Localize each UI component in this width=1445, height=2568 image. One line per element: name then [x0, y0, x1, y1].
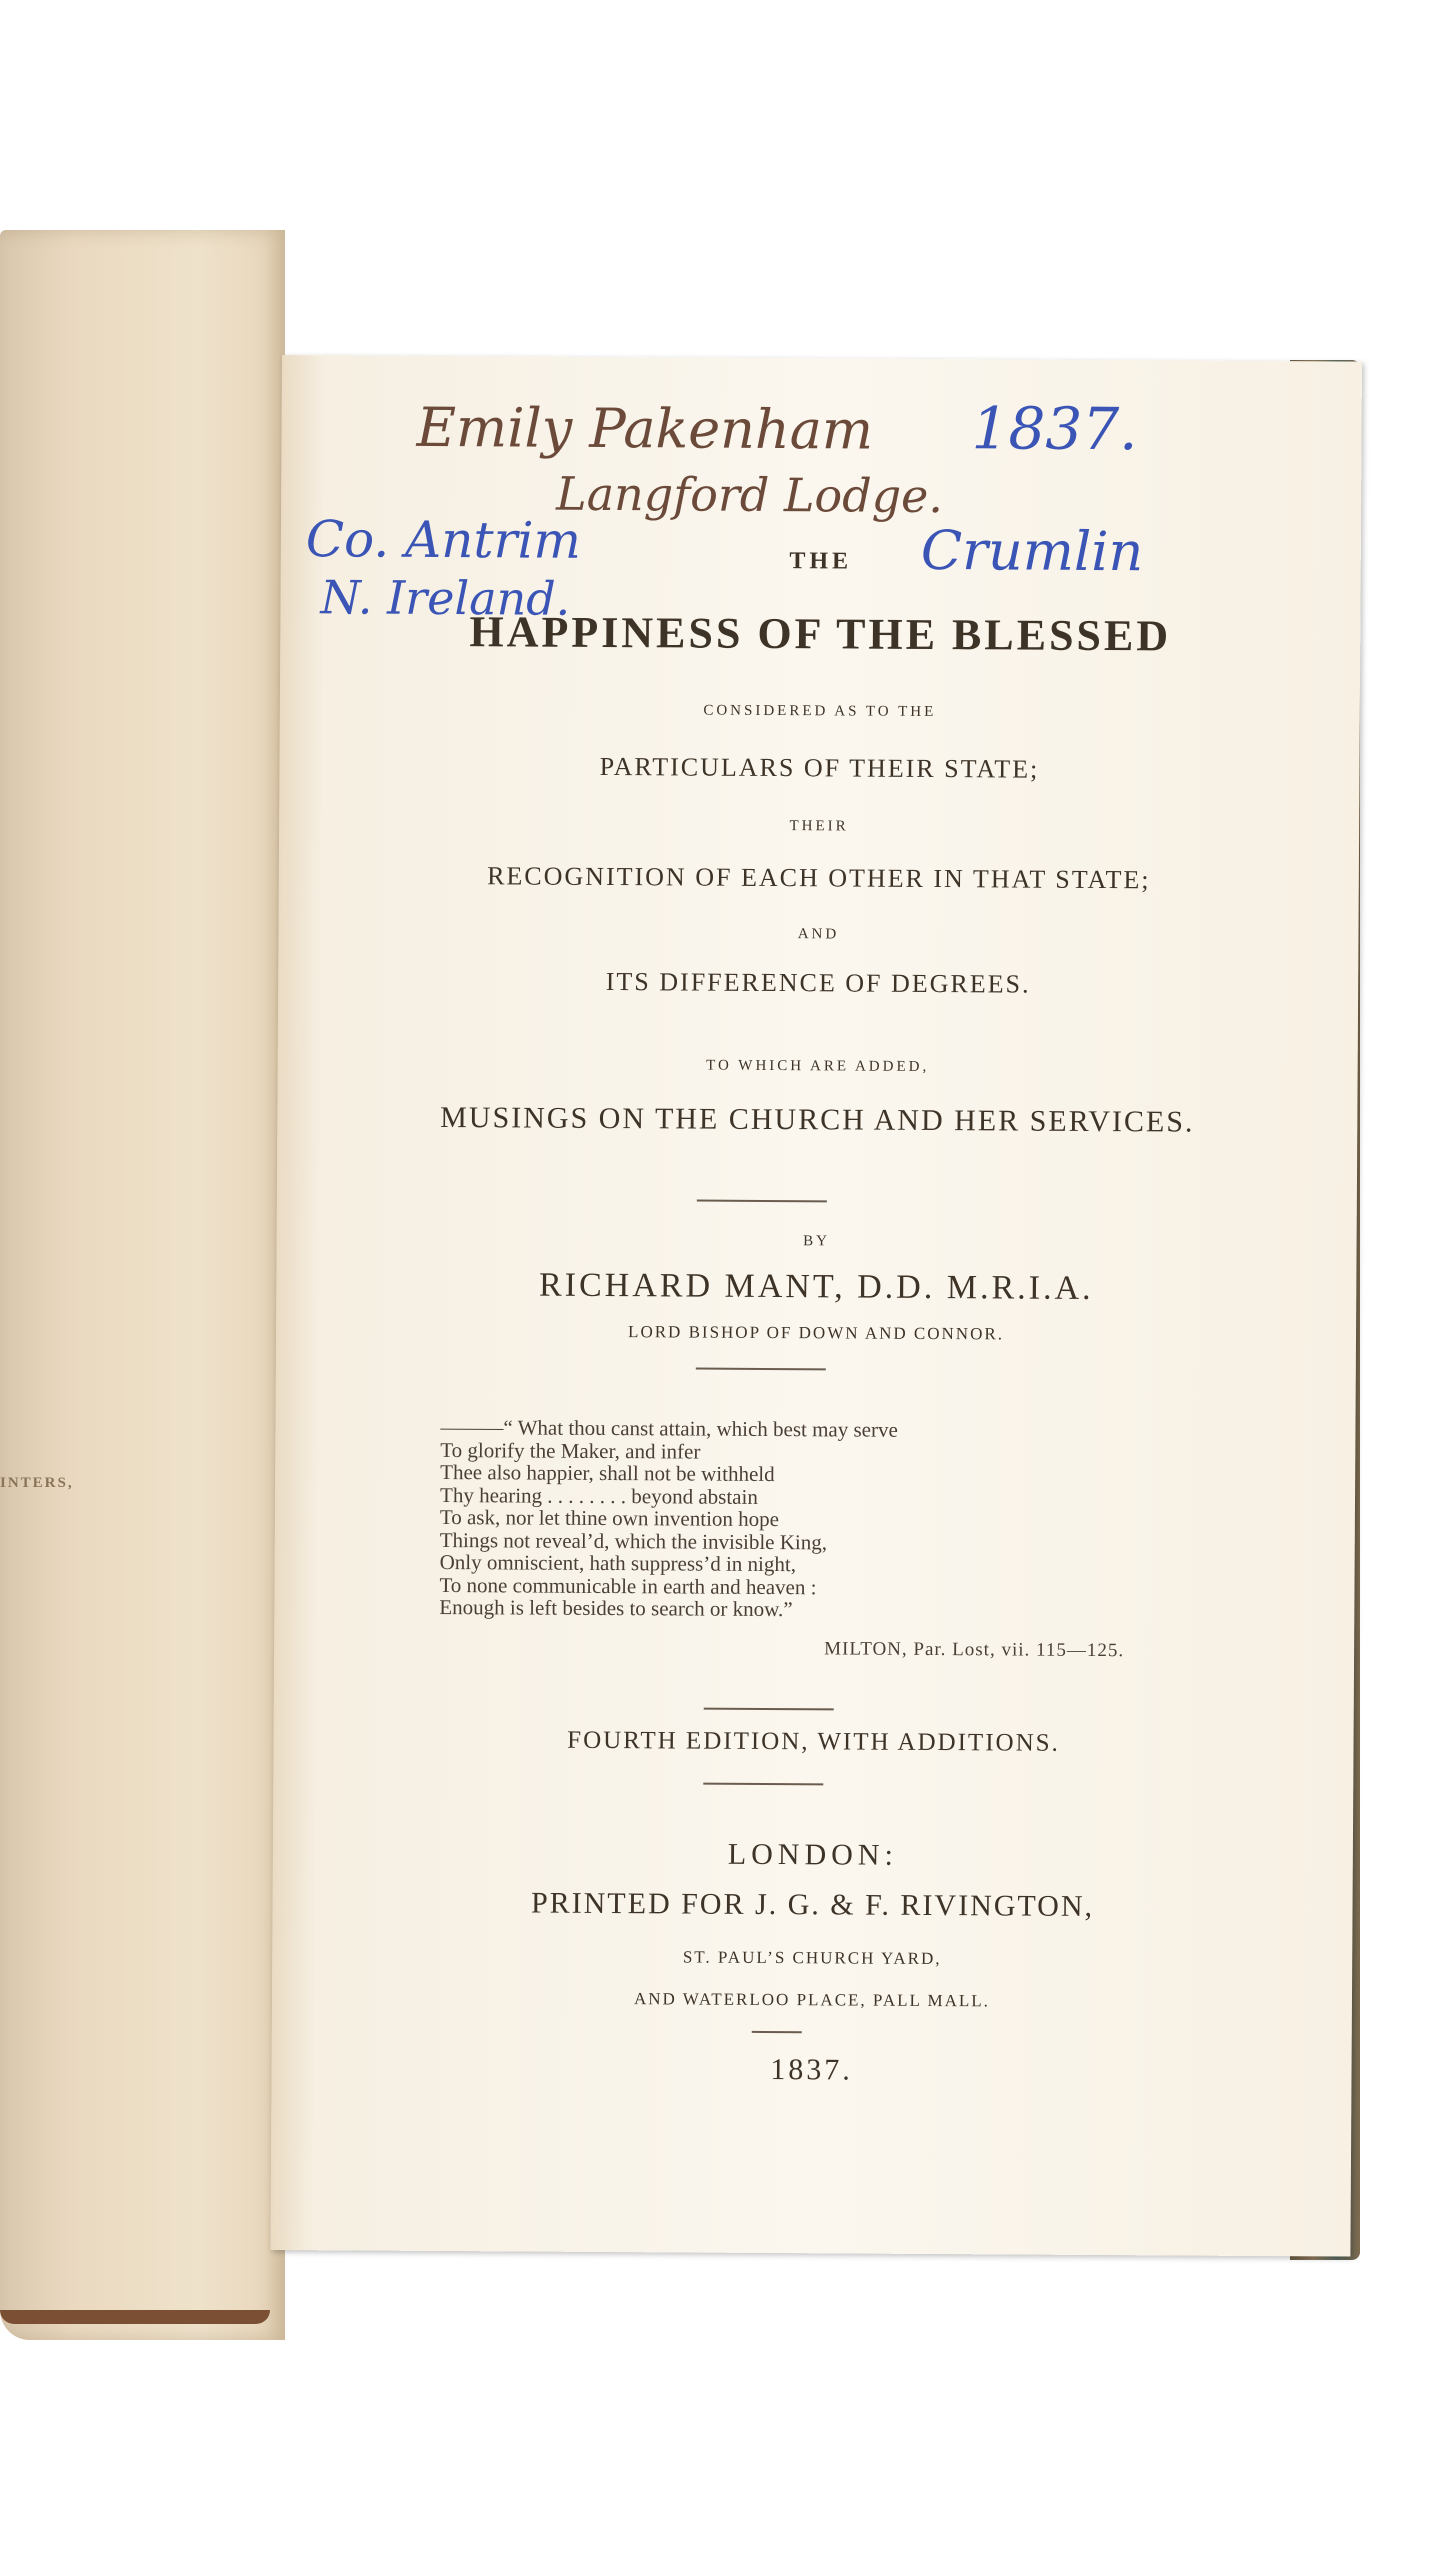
imprint-address-1: ST. PAUL’S CHURCH YARD, — [682, 1947, 942, 1969]
epigraph-line: Thy hearing . . . . . . . . beyond abstain — [439, 1482, 758, 1509]
author-name: RICHARD MANT, D.D. M.R.I.A. — [538, 1266, 1094, 1307]
left-page — [0, 230, 285, 2340]
epigraph-line: ———“ What thou canst attain, which best may serve — [440, 1414, 898, 1442]
epigraph-line: To none communicable in earth and heaven : — [439, 1572, 817, 1599]
inscription-lodge: Langford Lodge. — [555, 466, 944, 524]
epigraph-line: Thee also happier, shall not be withheld — [440, 1459, 775, 1487]
subtitle-and: AND — [797, 926, 840, 943]
epigraph-line: Things not reveal’d, which the invisible King, — [439, 1527, 828, 1554]
inscription-country: N. Ireland. — [320, 570, 571, 626]
author-title: LORD BISHOP OF DOWN AND CONNOR. — [628, 1322, 1005, 1344]
subtitle-line-3: ITS DIFFERENCE OF DEGREES. — [605, 966, 1031, 999]
musings-title: MUSINGS ON THE CHURCH AND HER SERVICES. — [440, 1100, 1195, 1139]
main-title: HAPPINESS OF THE BLESSED — [469, 607, 1172, 661]
edition: FOURTH EDITION, WITH ADDITIONS. — [567, 1726, 1060, 1757]
epigraph-line: To ask, nor let thine own invention hope — [439, 1504, 780, 1532]
epigraph-line: Enough is left besides to search or know.” — [439, 1594, 793, 1622]
epigraph — [439, 1416, 1120, 1623]
inscription-county: Co. Antrim — [305, 510, 582, 570]
left-page-bleed-text: INTERS, — [0, 1475, 74, 1491]
divider-rule-5 — [752, 2031, 802, 2033]
imprint-city: LONDON: — [727, 1837, 898, 1872]
subtitle-their: THEIR — [789, 818, 849, 835]
epigraph-line: To glorify the Maker, and infer — [440, 1437, 701, 1464]
added-note: TO WHICH ARE ADDED, — [706, 1057, 930, 1075]
epigraph-line: Only omniscient, hath suppress’d in night, — [439, 1549, 797, 1577]
title-the: THE — [789, 548, 853, 575]
by-label: BY — [803, 1233, 831, 1250]
title-page — [270, 355, 1362, 2257]
inscription-year: 1837. — [971, 394, 1138, 464]
divider-rule-1 — [697, 1200, 827, 1203]
left-cover-edge — [0, 2310, 270, 2324]
subtitle-line-2: RECOGNITION OF EACH OTHER IN THAT STATE; — [487, 861, 1151, 895]
imprint-address-2: AND WATERLOO PLACE, PALL MALL. — [633, 1989, 990, 2011]
divider-rule-3 — [704, 1708, 834, 1711]
inscription-name: Emily Pakenham — [416, 395, 874, 462]
subtitle-line-1: PARTICULARS OF THEIR STATE; — [599, 751, 1040, 784]
subtitle-considered: CONSIDERED AS TO THE — [703, 702, 937, 721]
divider-rule-4 — [703, 1783, 823, 1786]
imprint-printer: PRINTED FOR J. G. & F. RIVINGTON, — [530, 1886, 1095, 1923]
imprint-year: 1837. — [770, 2053, 853, 2087]
inscription-place: Crumlin — [920, 518, 1144, 584]
epigraph-attribution: MILTON, Par. Lost, vii. 115—125. — [824, 1638, 1125, 1662]
divider-rule-2 — [696, 1368, 826, 1371]
